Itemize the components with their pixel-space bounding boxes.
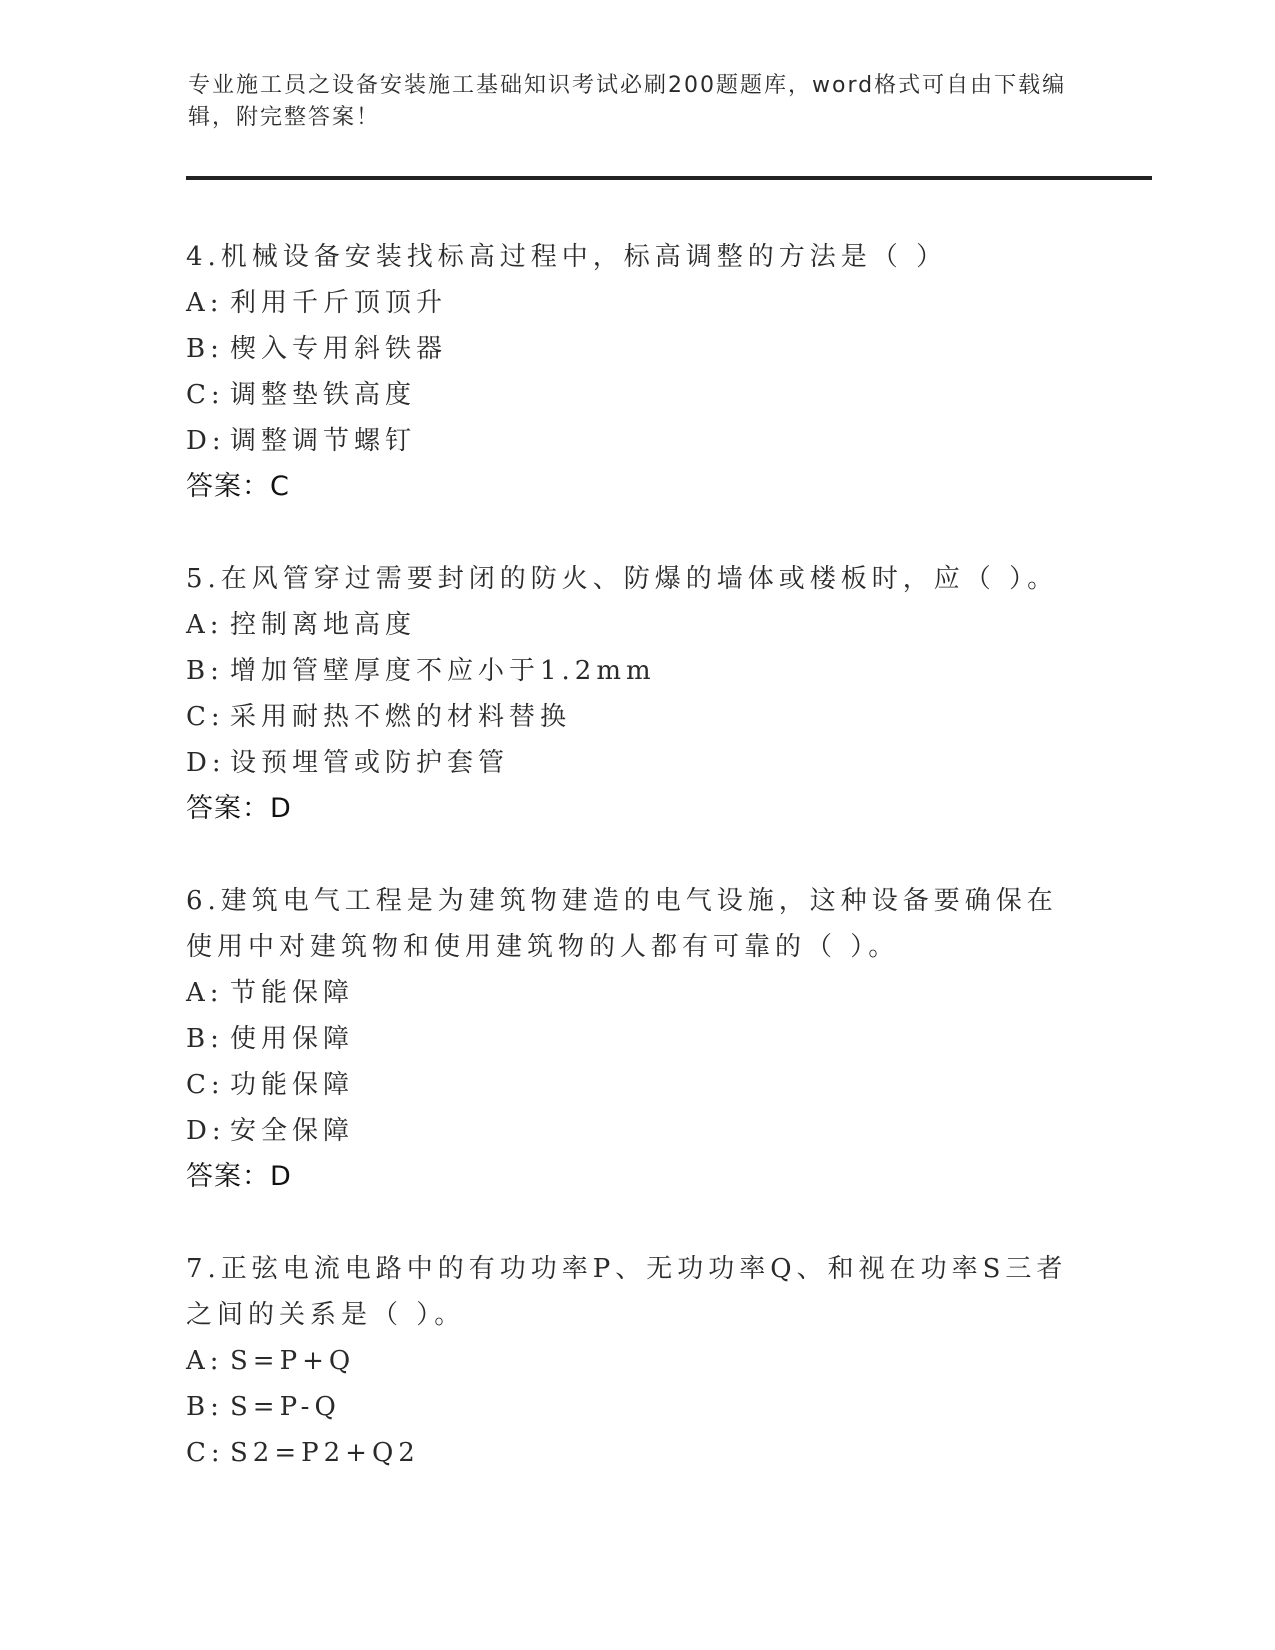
option-text: 采用耐热不燃的材料替换: [230, 702, 572, 732]
question-list: [186, 234, 1086, 1522]
option-letter: A:: [186, 610, 224, 640]
option-b: [186, 648, 1086, 694]
answer-value: C: [270, 471, 290, 502]
document-header: 专业施工员之设备安装施工基础知识考试必刷200题题库，word格式可自由下载编辑，附完整答案！: [188, 73, 1067, 130]
option-text: S2=P2+Q2: [230, 1438, 420, 1468]
question-stem: 5.在风管穿过需要封闭的防火、防爆的墙体或楼板时，应（ ）。: [186, 564, 1059, 594]
option-letter: A:: [186, 288, 224, 318]
option-text: 安全保障: [230, 1116, 355, 1146]
option-text: 节能保障: [230, 978, 355, 1008]
answer-value: D: [270, 793, 292, 824]
answer-line: [186, 1154, 1086, 1200]
option-letter: C:: [186, 380, 225, 410]
option-text: 使用保障: [230, 1024, 355, 1054]
option-letter: B:: [186, 334, 224, 364]
option-b: [186, 1016, 1086, 1062]
answer-label: 答案：: [186, 471, 270, 502]
header-divider: [186, 176, 1152, 180]
option-text: 功能保障: [230, 1070, 355, 1100]
option-letter: A:: [186, 978, 224, 1008]
option-letter: C:: [186, 1070, 225, 1100]
option-text: 利用千斤顶顶升: [230, 288, 448, 318]
option-d: [186, 1108, 1086, 1154]
option-text: 调整调节螺钉: [230, 426, 417, 456]
option-a: [186, 602, 1086, 648]
option-d: [186, 418, 1086, 464]
option-c: [186, 1062, 1086, 1108]
option-letter: D:: [186, 426, 226, 456]
question-stem: 6.建筑电气工程是为建筑物建造的电气设施，这种设备要确保在使用中对建筑物和使用建筑物的人都有可靠的（ ）。: [186, 886, 1058, 962]
option-b: [186, 326, 1086, 372]
answer-value: D: [270, 1161, 292, 1192]
option-text: 控制离地高度: [230, 610, 417, 640]
option-a: [186, 1338, 1086, 1384]
option-text: 调整垫铁高度: [230, 380, 417, 410]
question-stem: 4.机械设备安装找标高过程中，标高调整的方法是（ ）: [186, 242, 948, 272]
option-c: [186, 694, 1086, 740]
option-a: [186, 280, 1086, 326]
answer-label: 答案：: [186, 793, 270, 824]
option-letter: B:: [186, 1392, 224, 1422]
option-a: [186, 970, 1086, 1016]
option-text: 设预埋管或防护套管: [230, 748, 510, 778]
question-5: [186, 556, 1086, 832]
option-d: [186, 740, 1086, 786]
option-text: 楔入专用斜铁器: [230, 334, 448, 364]
question-stem: 7.正弦电流电路中的有功功率P、无功功率Q、和视在功率S三者之间的关系是（ ）。: [186, 1254, 1068, 1330]
option-letter: D:: [186, 1116, 226, 1146]
option-text: S=P+Q: [230, 1346, 356, 1376]
question-4: [186, 234, 1086, 510]
answer-line: [186, 786, 1086, 832]
question-7: [186, 1246, 1086, 1476]
option-letter: B:: [186, 1024, 224, 1054]
option-letter: D:: [186, 748, 226, 778]
option-b: [186, 1384, 1086, 1430]
option-c: [186, 1430, 1086, 1476]
answer-label: 答案：: [186, 1161, 270, 1192]
option-letter: A:: [186, 1346, 224, 1376]
answer-line: [186, 464, 1086, 510]
option-letter: B:: [186, 656, 224, 686]
option-text: 增加管壁厚度不应小于1.2mm: [230, 656, 656, 686]
question-6: [186, 878, 1086, 1200]
option-text: S=P-Q: [230, 1392, 341, 1422]
option-c: [186, 372, 1086, 418]
option-letter: C:: [186, 702, 225, 732]
option-letter: C:: [186, 1438, 225, 1468]
